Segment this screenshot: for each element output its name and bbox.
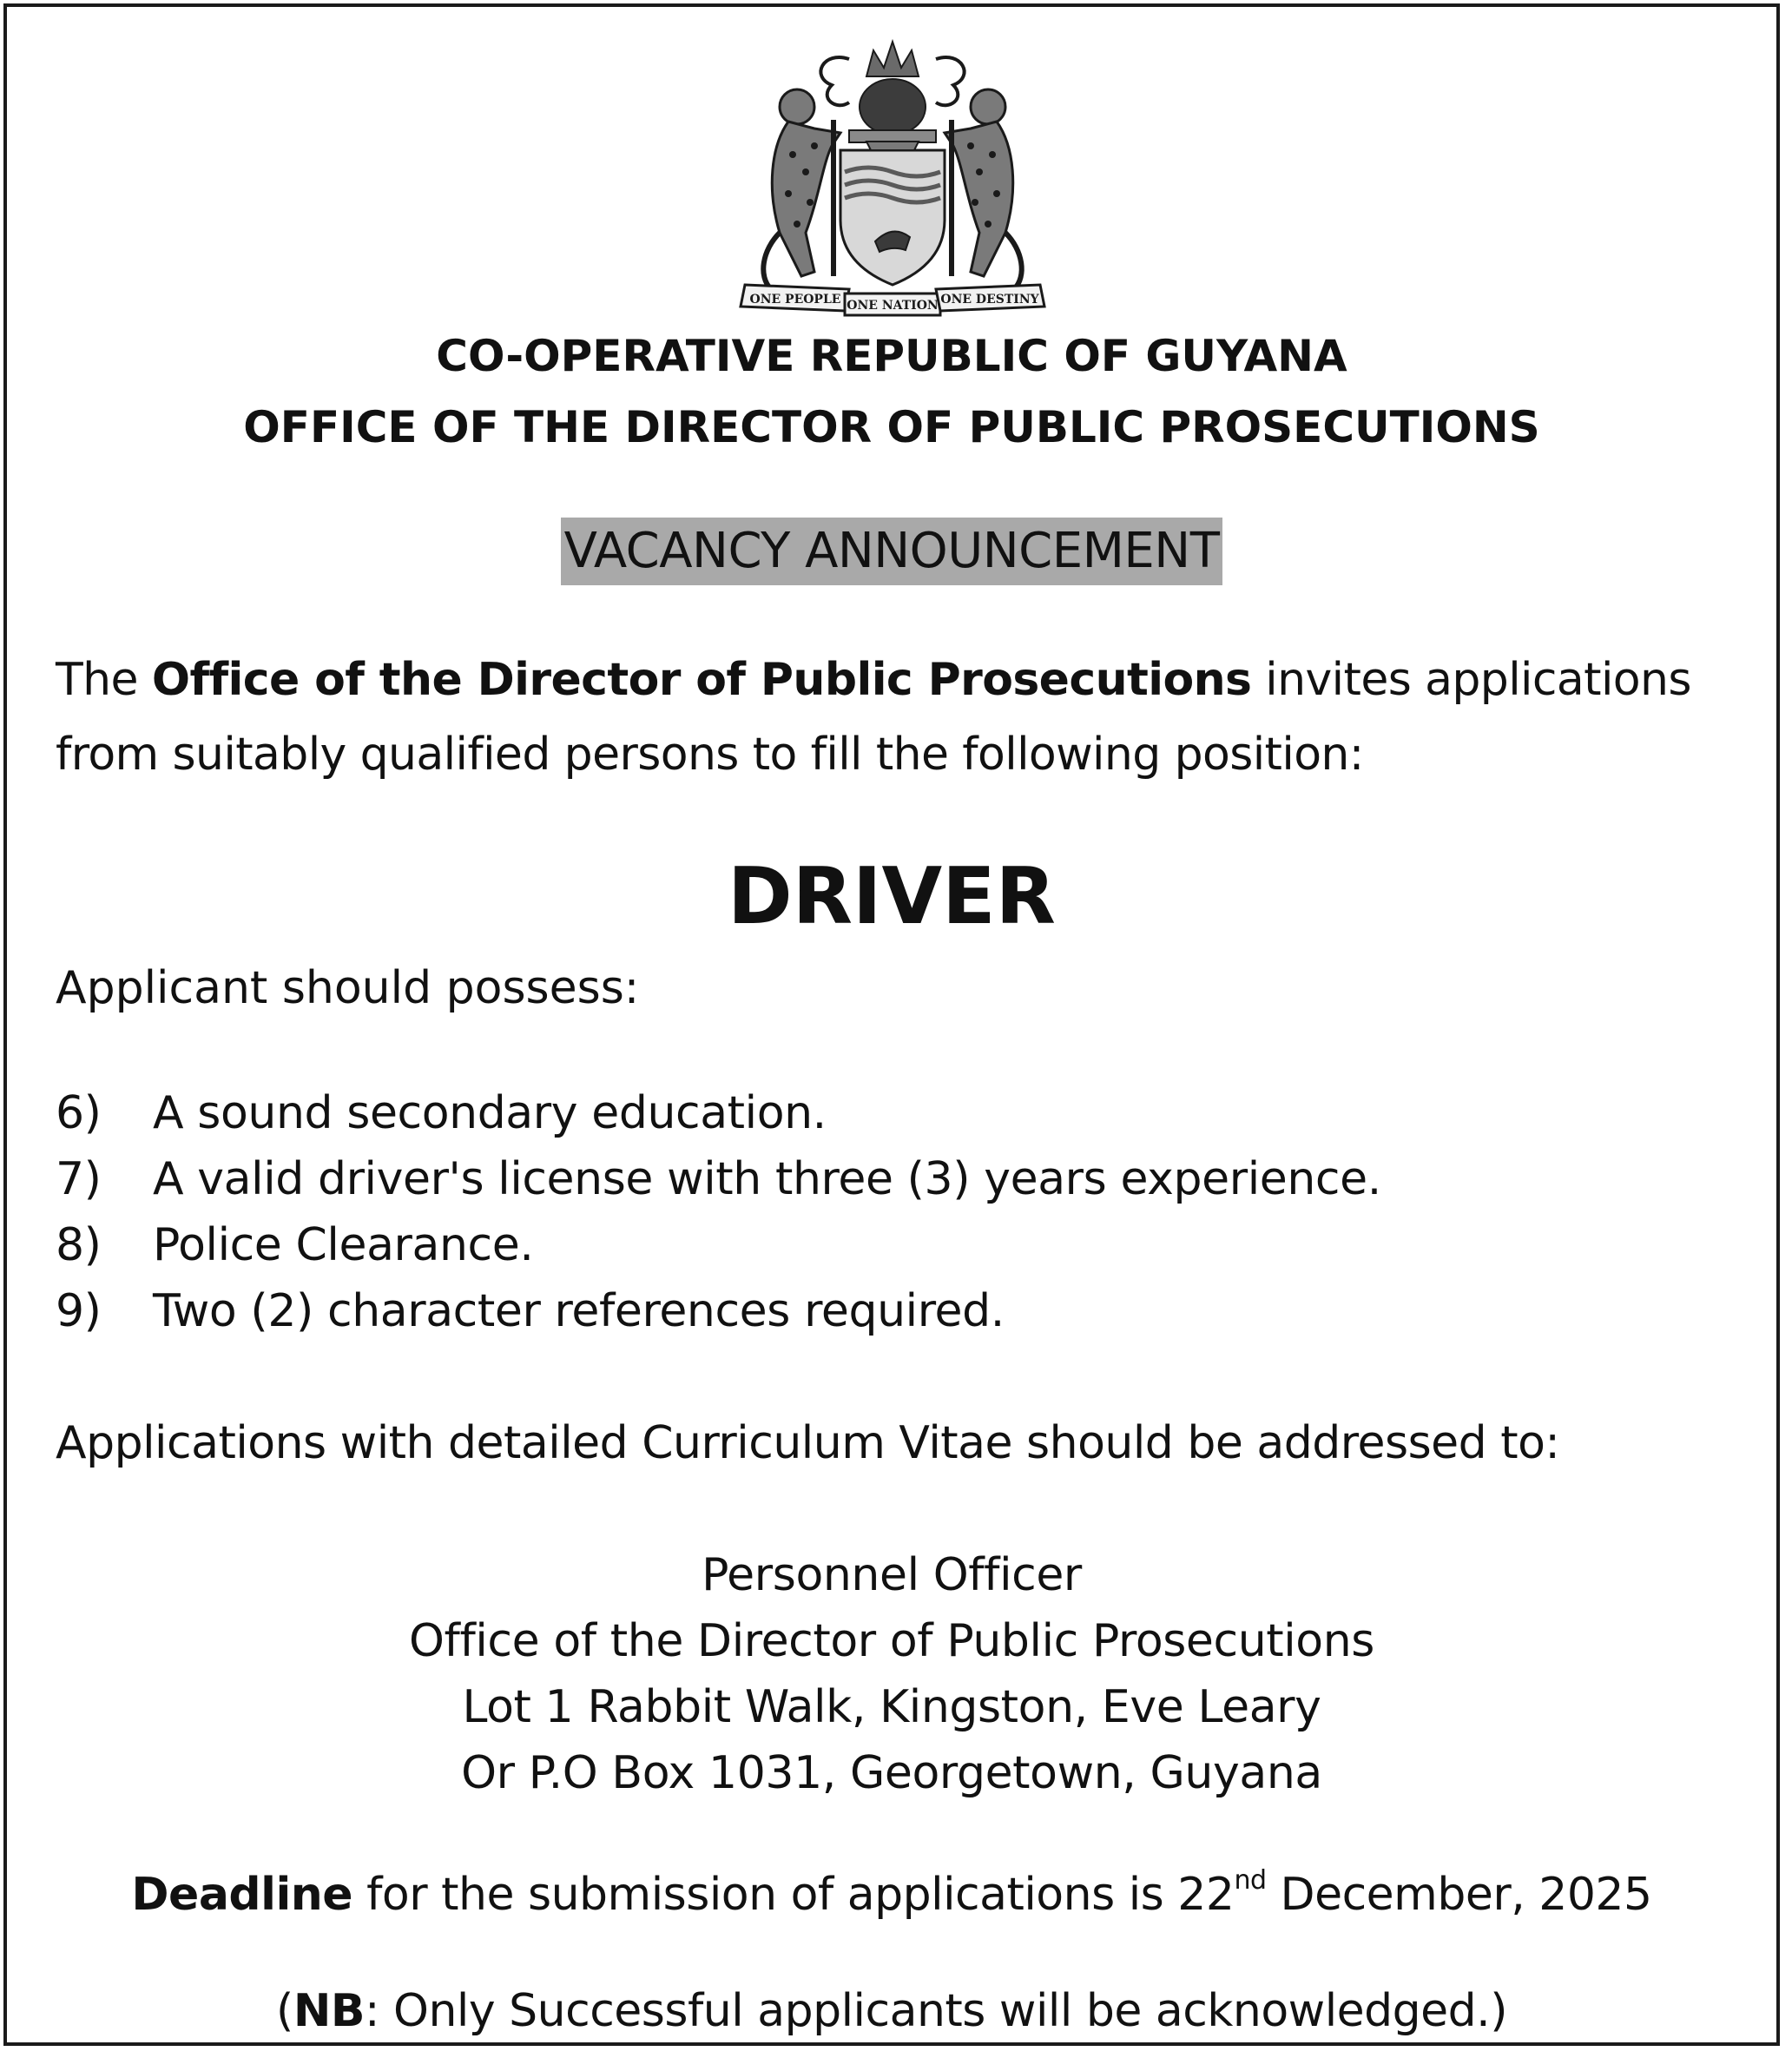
intro-line-1: [56, 643, 1757, 717]
intro-line-2: from suitably qualified persons to fill the following position:: [56, 729, 1364, 781]
list-item: [56, 1212, 1381, 1278]
note-text: : Only Successful applicants will be acknowledged.): [364, 1985, 1507, 2037]
application-instructions: Applications with detailed Curriculum Vitae should be addressed to:: [56, 1417, 1560, 1469]
list-item-number: 8): [56, 1219, 102, 1271]
note-open: (: [276, 1985, 293, 2037]
address-line: Personnel Officer: [702, 1549, 1082, 1601]
list-item: [56, 1080, 1381, 1146]
list-item-text: A sound secondary education.: [153, 1087, 827, 1139]
header-office: OFFICE OF THE DIRECTOR OF PUBLIC PROSECUTIONS: [243, 402, 1540, 452]
list-item-number: 6): [56, 1087, 102, 1139]
motto-left: ONE PEOPLE: [749, 293, 841, 307]
requirements-heading: Applicant should possess:: [56, 962, 640, 1014]
deadline-label: Deadline: [131, 1869, 353, 1921]
address-line: Office of the Director of Public Prosecutions: [409, 1615, 1374, 1667]
advertisement-frame: [3, 3, 1780, 2046]
deadline-notice: [7, 1860, 1776, 1929]
list-item: [56, 1146, 1381, 1212]
header-country: CO-OPERATIVE REPUBLIC OF GUYANA: [436, 331, 1347, 381]
address-line: Lot 1 Rabbit Walk, Kingston, Eve Leary: [462, 1681, 1321, 1733]
address-line: Or P.O Box 1031, Georgetown, Guyana: [461, 1747, 1322, 1799]
motto-center: ONE NATION: [847, 299, 939, 313]
vacancy-label-wrap: [7, 518, 1776, 585]
coat-of-arms-icon: [719, 24, 1066, 324]
position-title: DRIVER: [728, 851, 1056, 942]
deadline-date: December, 2025: [1266, 1869, 1652, 1921]
list-item-text: Two (2) character references required.: [153, 1285, 1005, 1337]
requirements-list: [56, 1080, 1381, 1344]
acknowledgement-note: [7, 1976, 1776, 2046]
intro-paragraph: [56, 643, 1757, 792]
motto-right: ONE DESTINY: [940, 293, 1039, 307]
note-label: NB: [293, 1985, 365, 2037]
intro-suffix: invites applications: [1251, 654, 1691, 706]
list-item: [56, 1278, 1381, 1344]
deadline-ordinal: nd: [1234, 1865, 1267, 1896]
vacancy-label: VACANCY ANNOUNCEMENT: [561, 518, 1223, 585]
mailing-address: [7, 1542, 1776, 1806]
list-item-text: Police Clearance.: [153, 1219, 534, 1271]
list-item-number: 9): [56, 1285, 102, 1337]
list-item-text: A valid driver's license with three (3) years experience.: [153, 1153, 1381, 1205]
deadline-text: for the submission of applications is 22: [352, 1869, 1235, 1921]
list-item-number: 7): [56, 1153, 102, 1205]
intro-office-name: Office of the Director of Public Prosecutions: [151, 654, 1252, 706]
intro-prefix: The: [56, 654, 152, 706]
